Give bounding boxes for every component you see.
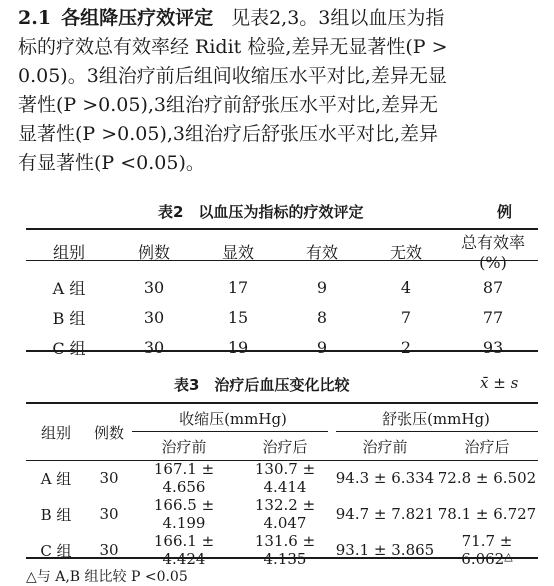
table3-cell: 132.2 ± 4.047 — [254, 496, 316, 532]
table3-cell: 130.7 ± 4.414 — [254, 460, 316, 496]
table2-cell: 15 — [227, 307, 249, 327]
table2-cell: 87 — [482, 277, 504, 297]
table3-row — [26, 496, 538, 532]
table2-header-cell: 显效 — [221, 242, 254, 262]
paragraph-line-5: 显著性(P >0.05),3组治疗后舒张压水平对比,差异 — [18, 123, 439, 145]
table3-cell: C 组 — [40, 541, 72, 560]
section-number: 2.1 — [18, 7, 52, 29]
table2-cell: 4 — [400, 277, 412, 297]
table3-cell: 78.1 ± 6.727 — [437, 505, 537, 523]
table2-header-row — [26, 230, 538, 272]
table3-header-n: 例数 — [93, 423, 124, 442]
table3-unit: x̄ ± s — [480, 374, 519, 392]
table3-cell: 30 — [99, 541, 119, 559]
table3-header-diastolic: 舒张压(mmHg) — [382, 409, 490, 428]
table3-header-cell: 治疗前 — [362, 437, 408, 456]
table3-row — [26, 532, 538, 568]
table3-header-row-1 — [26, 404, 538, 432]
table2-cell: 8 — [316, 307, 328, 327]
table3-cell: 94.3 ± 6.334 — [335, 469, 435, 487]
table2-cell: 9 — [316, 337, 328, 357]
table2-cell: 30 — [143, 337, 165, 357]
paragraph-line-4: 著性(P >0.05),3组治疗前舒张压水平对比,差异无 — [18, 94, 439, 116]
significance-mark: △ — [504, 550, 513, 563]
table2-header-cell: 例数 — [137, 242, 170, 262]
table2 — [26, 230, 538, 362]
paragraph-line-1 — [18, 4, 540, 33]
table2-row — [26, 272, 538, 302]
table3-cell: 30 — [99, 469, 119, 487]
table2-cell: C 组 — [52, 338, 86, 358]
paragraph-line-3: 0.05)。3组治疗前后组间收缩压水平对比,差异无显 — [18, 65, 447, 87]
table3-cell: B 组 — [40, 505, 72, 524]
table3-footnote: △与 A,B 组比较 P <0.05 — [26, 569, 188, 585]
table3-row — [26, 460, 538, 496]
table3-header-cell: 治疗后 — [262, 437, 308, 456]
table3-cell: 167.1 ± 4.656 — [153, 460, 215, 496]
table3-cell: 131.6 ± 4.135 — [254, 532, 316, 568]
table2-row — [26, 302, 538, 332]
table2-cell: 77 — [482, 307, 504, 327]
table3-cell — [436, 532, 538, 568]
table3-header-group: 组别 — [40, 423, 71, 442]
table2-header-cell: 有效 — [305, 242, 338, 262]
table2-header-cell: 无效 — [389, 242, 422, 262]
table3-cell: 93.1 ± 3.865 — [335, 541, 435, 559]
table3-cell: 94.7 ± 7.821 — [335, 505, 435, 523]
table2-cell: 30 — [143, 307, 165, 327]
table2-cell: 17 — [227, 277, 249, 297]
table2-cell: 19 — [227, 337, 249, 357]
table2-cell: 7 — [400, 307, 412, 327]
table2-cell: 2 — [400, 337, 412, 357]
table2-cell: 9 — [316, 277, 328, 297]
table2-cell: B 组 — [52, 308, 86, 328]
table3-caption: 表3 治疗后血压变化比较 — [174, 376, 350, 394]
table3-cell-value: 71.7 ± 6.062 — [461, 532, 513, 568]
table2-unit: 例 — [497, 203, 513, 221]
table2-header-cell: 组别 — [52, 242, 85, 262]
table2-caption: 表2 以血压为指标的疗效评定 — [158, 203, 364, 221]
paragraph-text: 见表2,3。3组以血压为指 — [231, 7, 445, 29]
paragraph-line-6: 有显著性(P <0.05)。 — [18, 152, 205, 174]
section-title: 各组降压疗效评定 — [61, 7, 214, 29]
table3-header-systolic: 收缩压(mmHg) — [179, 409, 287, 428]
paragraph-line-2: 标的疗效总有效率经 Ridit 检验,差异无显著性(P > — [18, 36, 448, 58]
table3-cell: 30 — [99, 505, 119, 523]
table3-header-cell: 治疗后 — [464, 437, 510, 456]
table2-cell: A 组 — [52, 278, 86, 298]
table2-cell: 30 — [143, 277, 165, 297]
table3 — [26, 404, 538, 568]
table3-cell: 166.1 ± 4.424 — [153, 532, 215, 568]
table3-cell: 166.5 ± 4.199 — [153, 496, 215, 532]
table2-cell: 93 — [482, 337, 504, 357]
section-paragraph — [18, 4, 540, 178]
table2-header-cell: 总有效率(%) — [460, 233, 525, 272]
table3-header-cell: 治疗前 — [161, 437, 207, 456]
table3-cell: A 组 — [40, 469, 72, 488]
table2-row — [26, 332, 538, 362]
table3-cell: 72.8 ± 6.502 — [437, 469, 537, 487]
